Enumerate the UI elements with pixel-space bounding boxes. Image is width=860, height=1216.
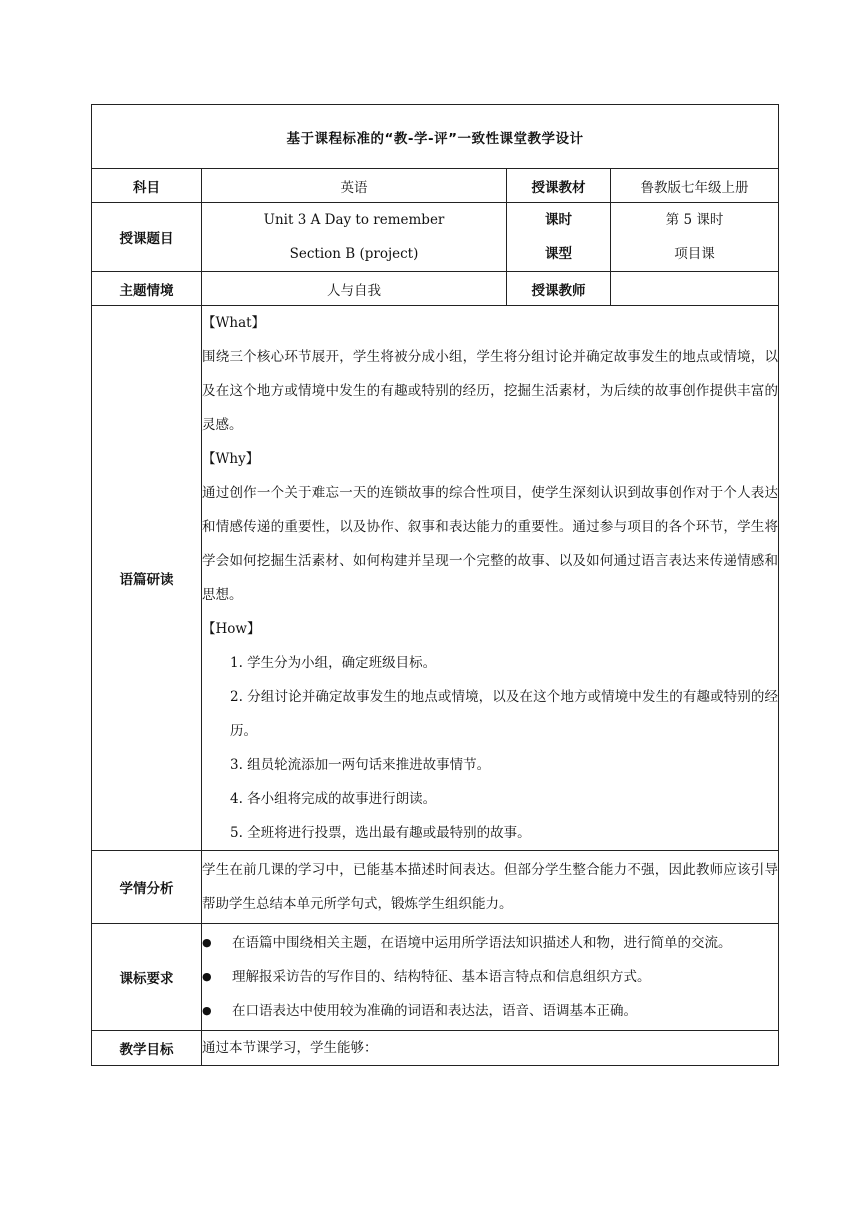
analysis-label: 语篇研读 [92,306,202,851]
type-label: 课型 [545,246,572,262]
learners-text: 学生在前几课的学习中，已能基本描述时间表达。但部分学生整合能力不强，因此教师应该引导帮助学生总结本单元所学句式，锻炼学生组织能力。 [202,851,779,924]
standard-item [202,994,778,1028]
how-item: 1. 学生分为小组，确定班级目标。 [230,655,437,671]
topic-value [202,203,507,272]
textbook-label: 授课教材 [507,169,611,203]
theme-label: 主题情境 [92,272,202,306]
how-item: 5. 全班将进行投票，选出最有趣或最特别的故事。 [230,825,531,841]
textbook-value: 鲁教版七年级上册 [611,169,779,203]
goals-text: 通过本节课学习，学生能够： [202,1031,779,1066]
what-text: 围绕三个核心环节展开，学生将被分成小组，学生将分组讨论并确定故事发生的地点或情境，以及在这个地方或情境中发生的有趣或特别的经历，挖掘生活素材，为后续的故事创作提供丰富的灵感。 [202,349,779,433]
lesson-plan-table [91,104,779,1066]
analysis-content [202,306,779,851]
subject-label: 科目 [92,169,202,203]
what-heading: 【What】 [202,315,266,331]
standard-text: 理解报采访告的写作目的、结构特征、基本语言特点和信息组织方式。 [232,969,651,985]
how-item: 3. 组员轮流添加一两句话来推进故事情节。 [230,757,491,773]
standard-item [202,926,778,960]
how-heading: 【How】 [202,621,261,637]
topic-line-2: Section B (project) [289,246,419,262]
type-value: 项目课 [674,246,715,262]
why-heading: 【Why】 [202,451,260,467]
teacher-value [611,272,779,306]
period-type-labels [507,203,611,272]
standard-text: 在口语表达中使用较为准确的词语和表达法，语音、语调基本正确。 [232,1003,637,1019]
document-title: 基于课程标准的“教-学-评”一致性课堂教学设计 [92,105,779,169]
standards-label: 课标要求 [92,924,202,1031]
period-value: 第 5 课时 [665,212,724,228]
how-item: 4. 各小组将完成的故事进行朗读。 [230,791,437,807]
standard-text: 在语篇中围绕相关主题，在语境中运用所学语法知识描述人和物，进行简单的交流。 [232,935,732,951]
bullet-icon: ● [202,1004,212,1017]
how-item: 2. 分组讨论并确定故事发生的地点或情境，以及在这个地方或情境中发生的有趣或特别的经历。 [230,689,779,739]
learners-label: 学情分析 [92,851,202,924]
topic-line-1: Unit 3 A Day to remember [263,212,445,228]
goals-label: 教学目标 [92,1031,202,1066]
theme-value: 人与自我 [202,272,507,306]
why-text: 通过创作一个关于难忘一天的连锁故事的综合性项目，使学生深刻认识到故事创作对于个人表达和情感传递的重要性，以及协作、叙事和表达能力的重要性。通过参与项目的各个环节，学生将学会如何挖掘生活素材、如何构建并呈现一个完整的故事、以及如何通过语言表达来传递情感和思想。 [202,485,779,603]
teacher-label: 授课教师 [507,272,611,306]
standards-content [202,924,779,1031]
period-type-values [611,203,779,272]
bullet-icon: ● [202,936,212,949]
bullet-icon: ● [202,970,212,983]
subject-value: 英语 [202,169,507,203]
period-label: 课时 [545,212,572,228]
topic-label: 授课题目 [92,203,202,272]
standard-item [202,960,778,994]
lesson-plan-page [91,104,778,1066]
